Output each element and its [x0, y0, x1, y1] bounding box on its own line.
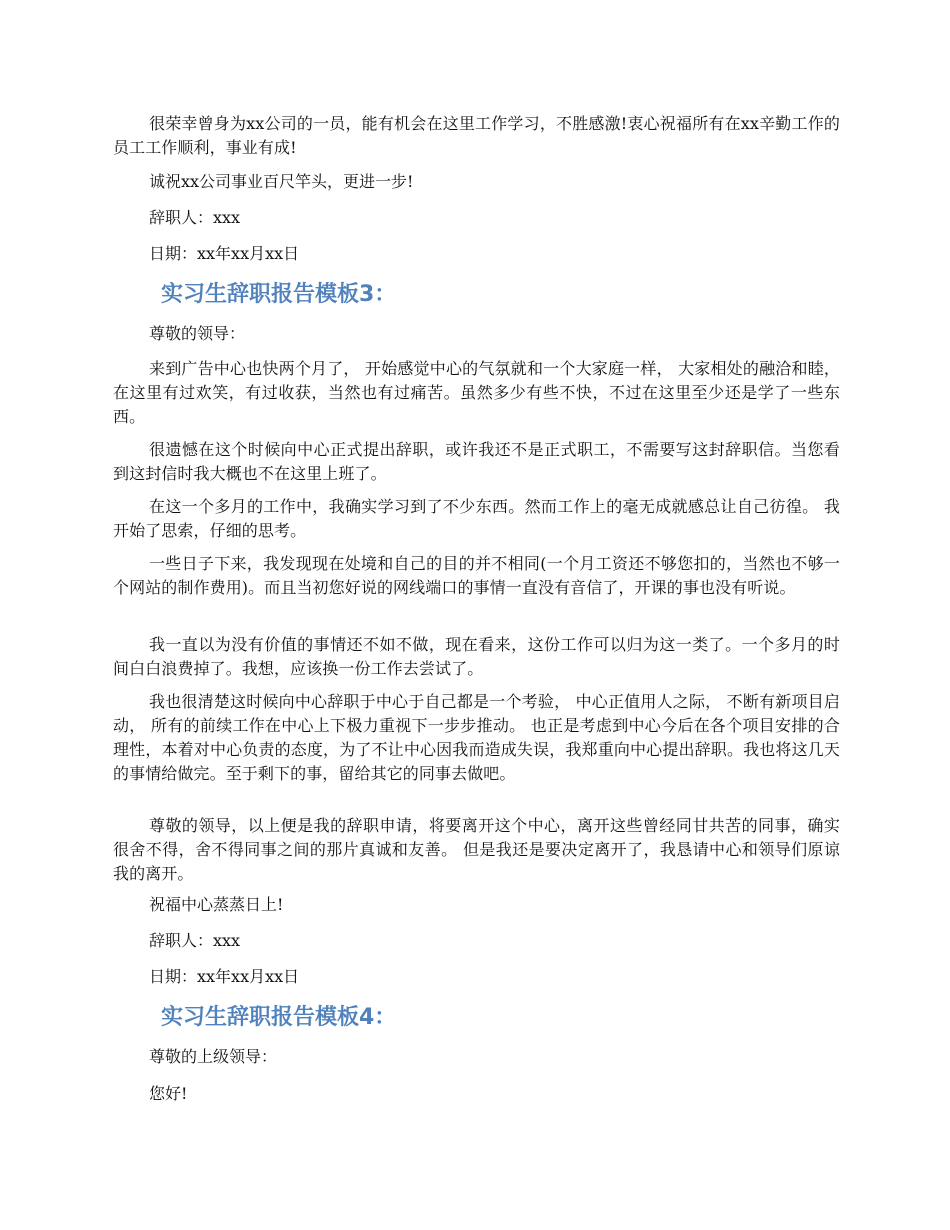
signer-line: 辞职人：xxx [149, 931, 241, 950]
center-wish: 祝福中心蒸蒸日上! [149, 895, 284, 914]
signer-line: 辞职人：xxx [149, 208, 241, 227]
salutation: 尊敬的领导： [149, 324, 246, 343]
date-line: 日期：xx年xx月xx日 [149, 244, 300, 263]
body-paragraph: 尊敬的领导，以上便是我的辞职申请，将要离开这个中心，离开这些曾经同甘共苦的同事，确实很舍不得，舍不得同事之间的那片真诚和友善。 但是我还是要决定离开了，我恳请中心和领导们原谅我的离开。 [113, 816, 840, 883]
salutation: 尊敬的上级领导： [149, 1047, 278, 1066]
section-heading-template-3: 实习生辞职报告模板3： [161, 282, 397, 307]
body-paragraph: 来到广告中心也快两个月了， 开始感觉中心的气氛就和一个大家庭一样， 大家相处的融洽和睦， 在这里有过欢笑，有过收获，当然也有过痛苦。虽然多少有些不快，不过在这里至少还是学了一些东西。 [113, 359, 840, 426]
greeting: 您好! [149, 1084, 188, 1103]
body-paragraph: 很遗憾在这个时候向中心正式提出辞职，或许我还不是正式职工，不需要写这封辞职信。当您看到这封信时我大概也不在这里上班了。 [113, 440, 840, 483]
closing-paragraph: 很荣幸曾身为xx公司的一员，能有机会在这里工作学习，不胜感激!衷心祝福所有在xx辛勤工作的员工工作顺利，事业有成! [113, 114, 840, 157]
body-paragraph: 在这一个多月的工作中，我确实学习到了不少东西。然而工作上的毫无成就感总让自己彷徨。 我开始了思索，仔细的思考。 [113, 497, 840, 540]
date-line: 日期：xx年xx月xx日 [149, 967, 300, 986]
body-paragraph: 一些日子下来，我发现现在处境和自己的目的并不相同(一个月工资还不够您扣的，当然也不够一个网站的制作费用)。而且当初您好说的网线端口的事情一直没有音信了，开课的事也没有听说。 [113, 554, 840, 597]
section-heading-template-4: 实习生辞职报告模板4： [161, 1005, 397, 1030]
body-paragraph: 我一直以为没有价值的事情还不如不做，现在看来，这份工作可以归为这一类了。一个多月的时间白白浪费掉了。我想，应该换一份工作去尝试了。 [113, 635, 840, 678]
company-wish: 诚祝xx公司事业百尺竿头，更进一步! [149, 172, 414, 191]
body-paragraph: 我也很清楚这时候向中心辞职于中心于自己都是一个考验， 中心正值用人之际， 不断有新项目启动， 所有的前续工作在中心上下极力重视下一步步推动。 也正是考虑到中心今后在各个项目安排的合理性，本着对中心负责的态度，为了不让中心因我而造成失误，我郑重向中心提出辞职。我也将这几天的事情给做完。至于剩下的事，留给其它的同事去做吧。 [113, 692, 840, 783]
